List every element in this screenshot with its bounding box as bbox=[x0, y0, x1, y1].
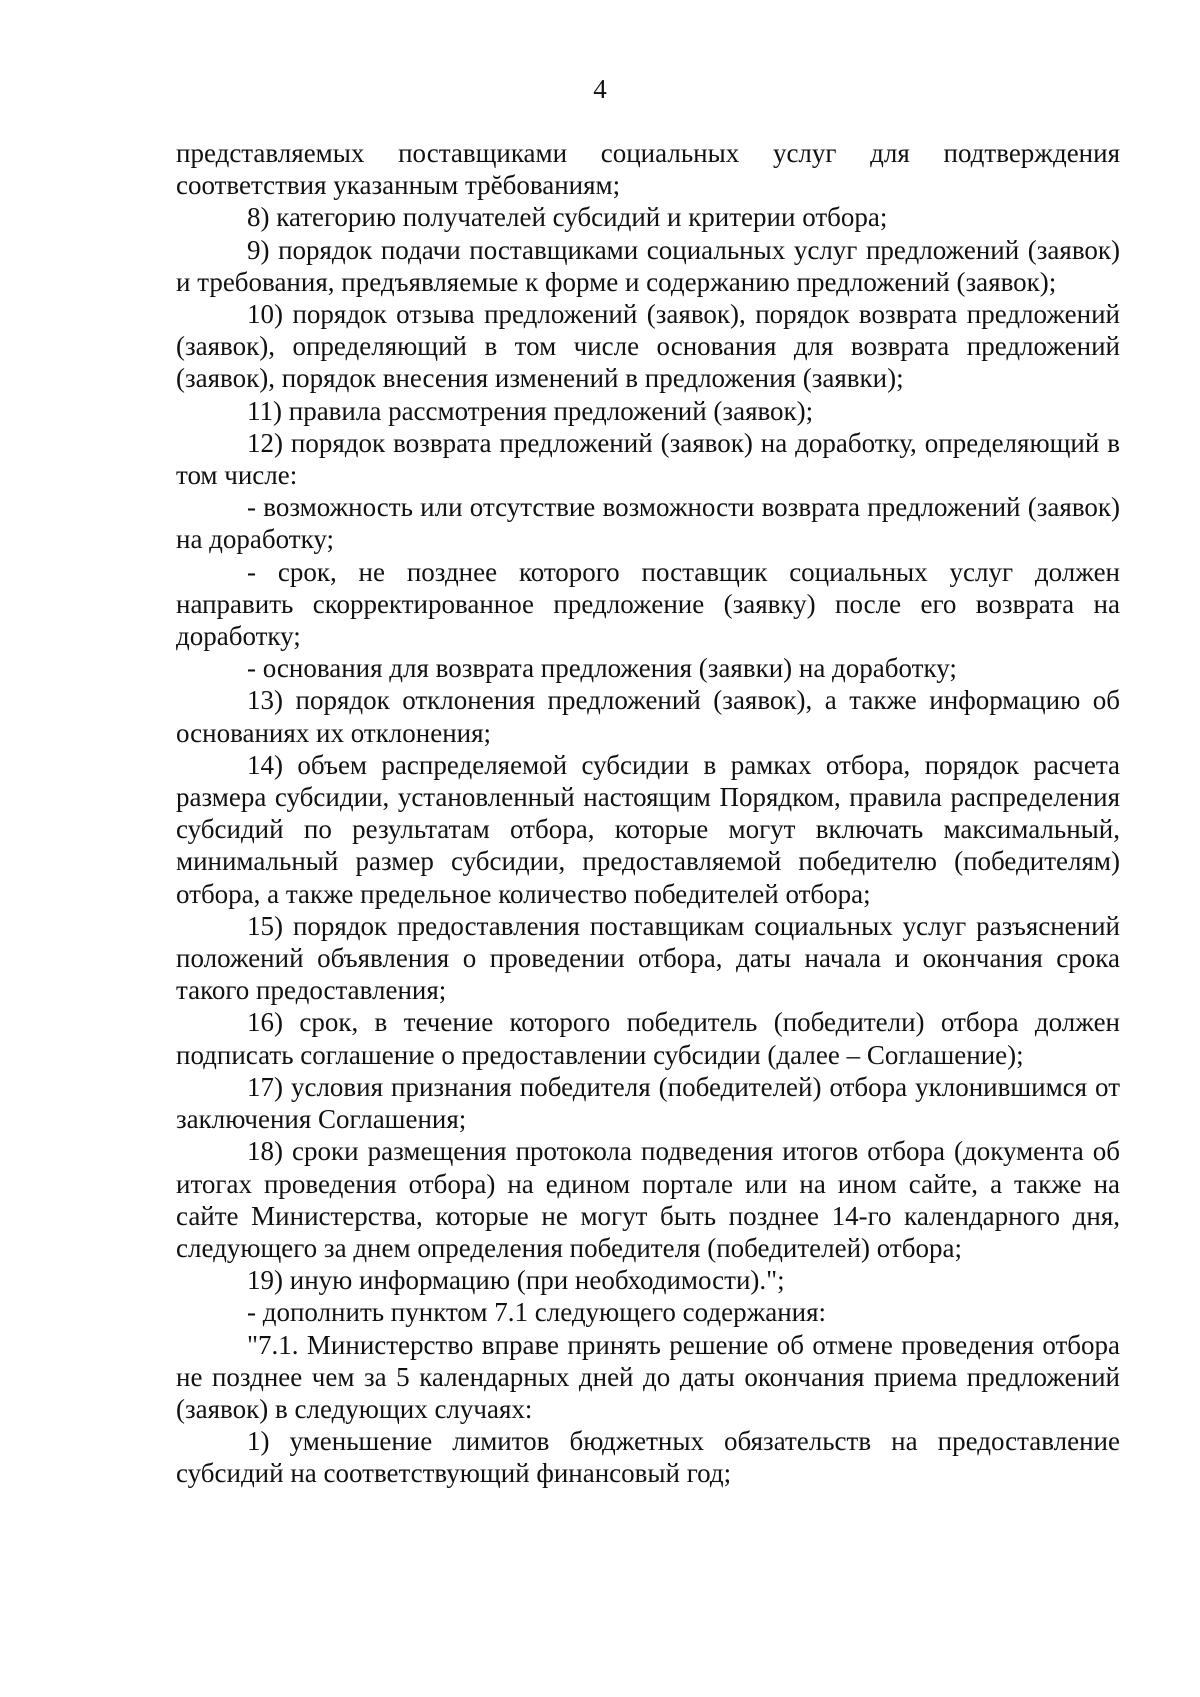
page-number: 4 bbox=[593, 74, 607, 104]
dash-item-return-deadline: - срок, не позднее которого поставщик социальных услуг должен направить скорректированное предложение (заявку) после его возврата на доработку; bbox=[176, 556, 1120, 652]
list-item-11: 11) правила рассмотрения предложений (заявок); bbox=[247, 395, 814, 426]
list-item-15: 15) порядок предоставления поставщикам социальных услуг разъяснений положений объявления о проведении отбора, даты начала и окончания срока такого предоставления; bbox=[176, 910, 1120, 1006]
list-item-10: 10) порядок отзыва предложений (заявок), порядок возврата предложений (заявок), определяющий в том числе основания для возврата предложений (заявок), порядок внесения изменений в предложения (заявки); bbox=[176, 299, 1120, 394]
dash-item-return-possibility: - возможность или отсутствие возможности возврата предложений (заявок) на доработку; bbox=[176, 492, 1120, 555]
clause-7-1: "7.1. Министерство вправе принять решение об отмене проведения отбора не позднее чем за 5 календарных дней до даты окончания приема предложений (заявок) в следующих случаях: bbox=[176, 1329, 1120, 1424]
list-item-17: 17) условия признания победителя (победителей) отбора уклонившимся от заключения Соглашения; bbox=[176, 1071, 1120, 1135]
clause-7-1-item-1: 1) уменьшение лимитов бюджетных обязательств на предоставление субсидий на соответствующий финансовый год; bbox=[176, 1426, 1120, 1489]
list-item-12: 12) порядок возврата предложений (заявок) на доработку, определяющий в том числе: bbox=[176, 427, 1120, 491]
list-item-16: 16) срок, в течение которого победитель (победители) отбора должен подписать соглашение о предоставлении субсидии (далее – Соглашение); bbox=[176, 1007, 1120, 1070]
list-item-8: 8) категорию получателей субсидий и критерии отбора; bbox=[247, 202, 888, 233]
list-item-13: 13) порядок отклонения предложений (заявок), а также информацию об основаниях их отклонения; bbox=[176, 685, 1120, 748]
list-item-19: 19) иную информацию (при необходимости)."; bbox=[247, 1265, 785, 1296]
paragraph-continuation: представляемых поставщиками социальных услуг для подтверждения соответствия указанным трĕбованиям; bbox=[176, 138, 1120, 201]
document-body bbox=[176, 137, 1120, 1490]
list-item-14: 14) объем распределяемой субсидии в рамках отбора, порядок расчета размера субсидии, установленный настоящим Порядком, правила распределения субсидий по результатам отбора, которые могут включать максимальный, минимальный размер субсидии, предоставляемой победителю (победителям) отбора, а также предельное количество победителей отбора; bbox=[176, 749, 1120, 909]
dash-item-return-grounds: - основания для возврата предложения (заявки) на доработку; bbox=[247, 653, 957, 684]
amendment-instruction: - дополнить пунктом 7.1 следующего содержания: bbox=[247, 1297, 827, 1328]
list-item-9: 9) порядок подачи поставщиками социальных услуг предложений (заявок) и требования, предъявляемые к форме и содержанию предложений (заявок); bbox=[176, 234, 1120, 297]
list-item-18: 18) сроки размещения протокола подведения итогов отбора (документа об итогах проведения отбора) на едином портале или на ином сайте, а также на сайте Министерства, которые не могут быть позднее 14-го календарного дня, следующего за днем определения победителя (победителей) отбора; bbox=[176, 1136, 1120, 1263]
